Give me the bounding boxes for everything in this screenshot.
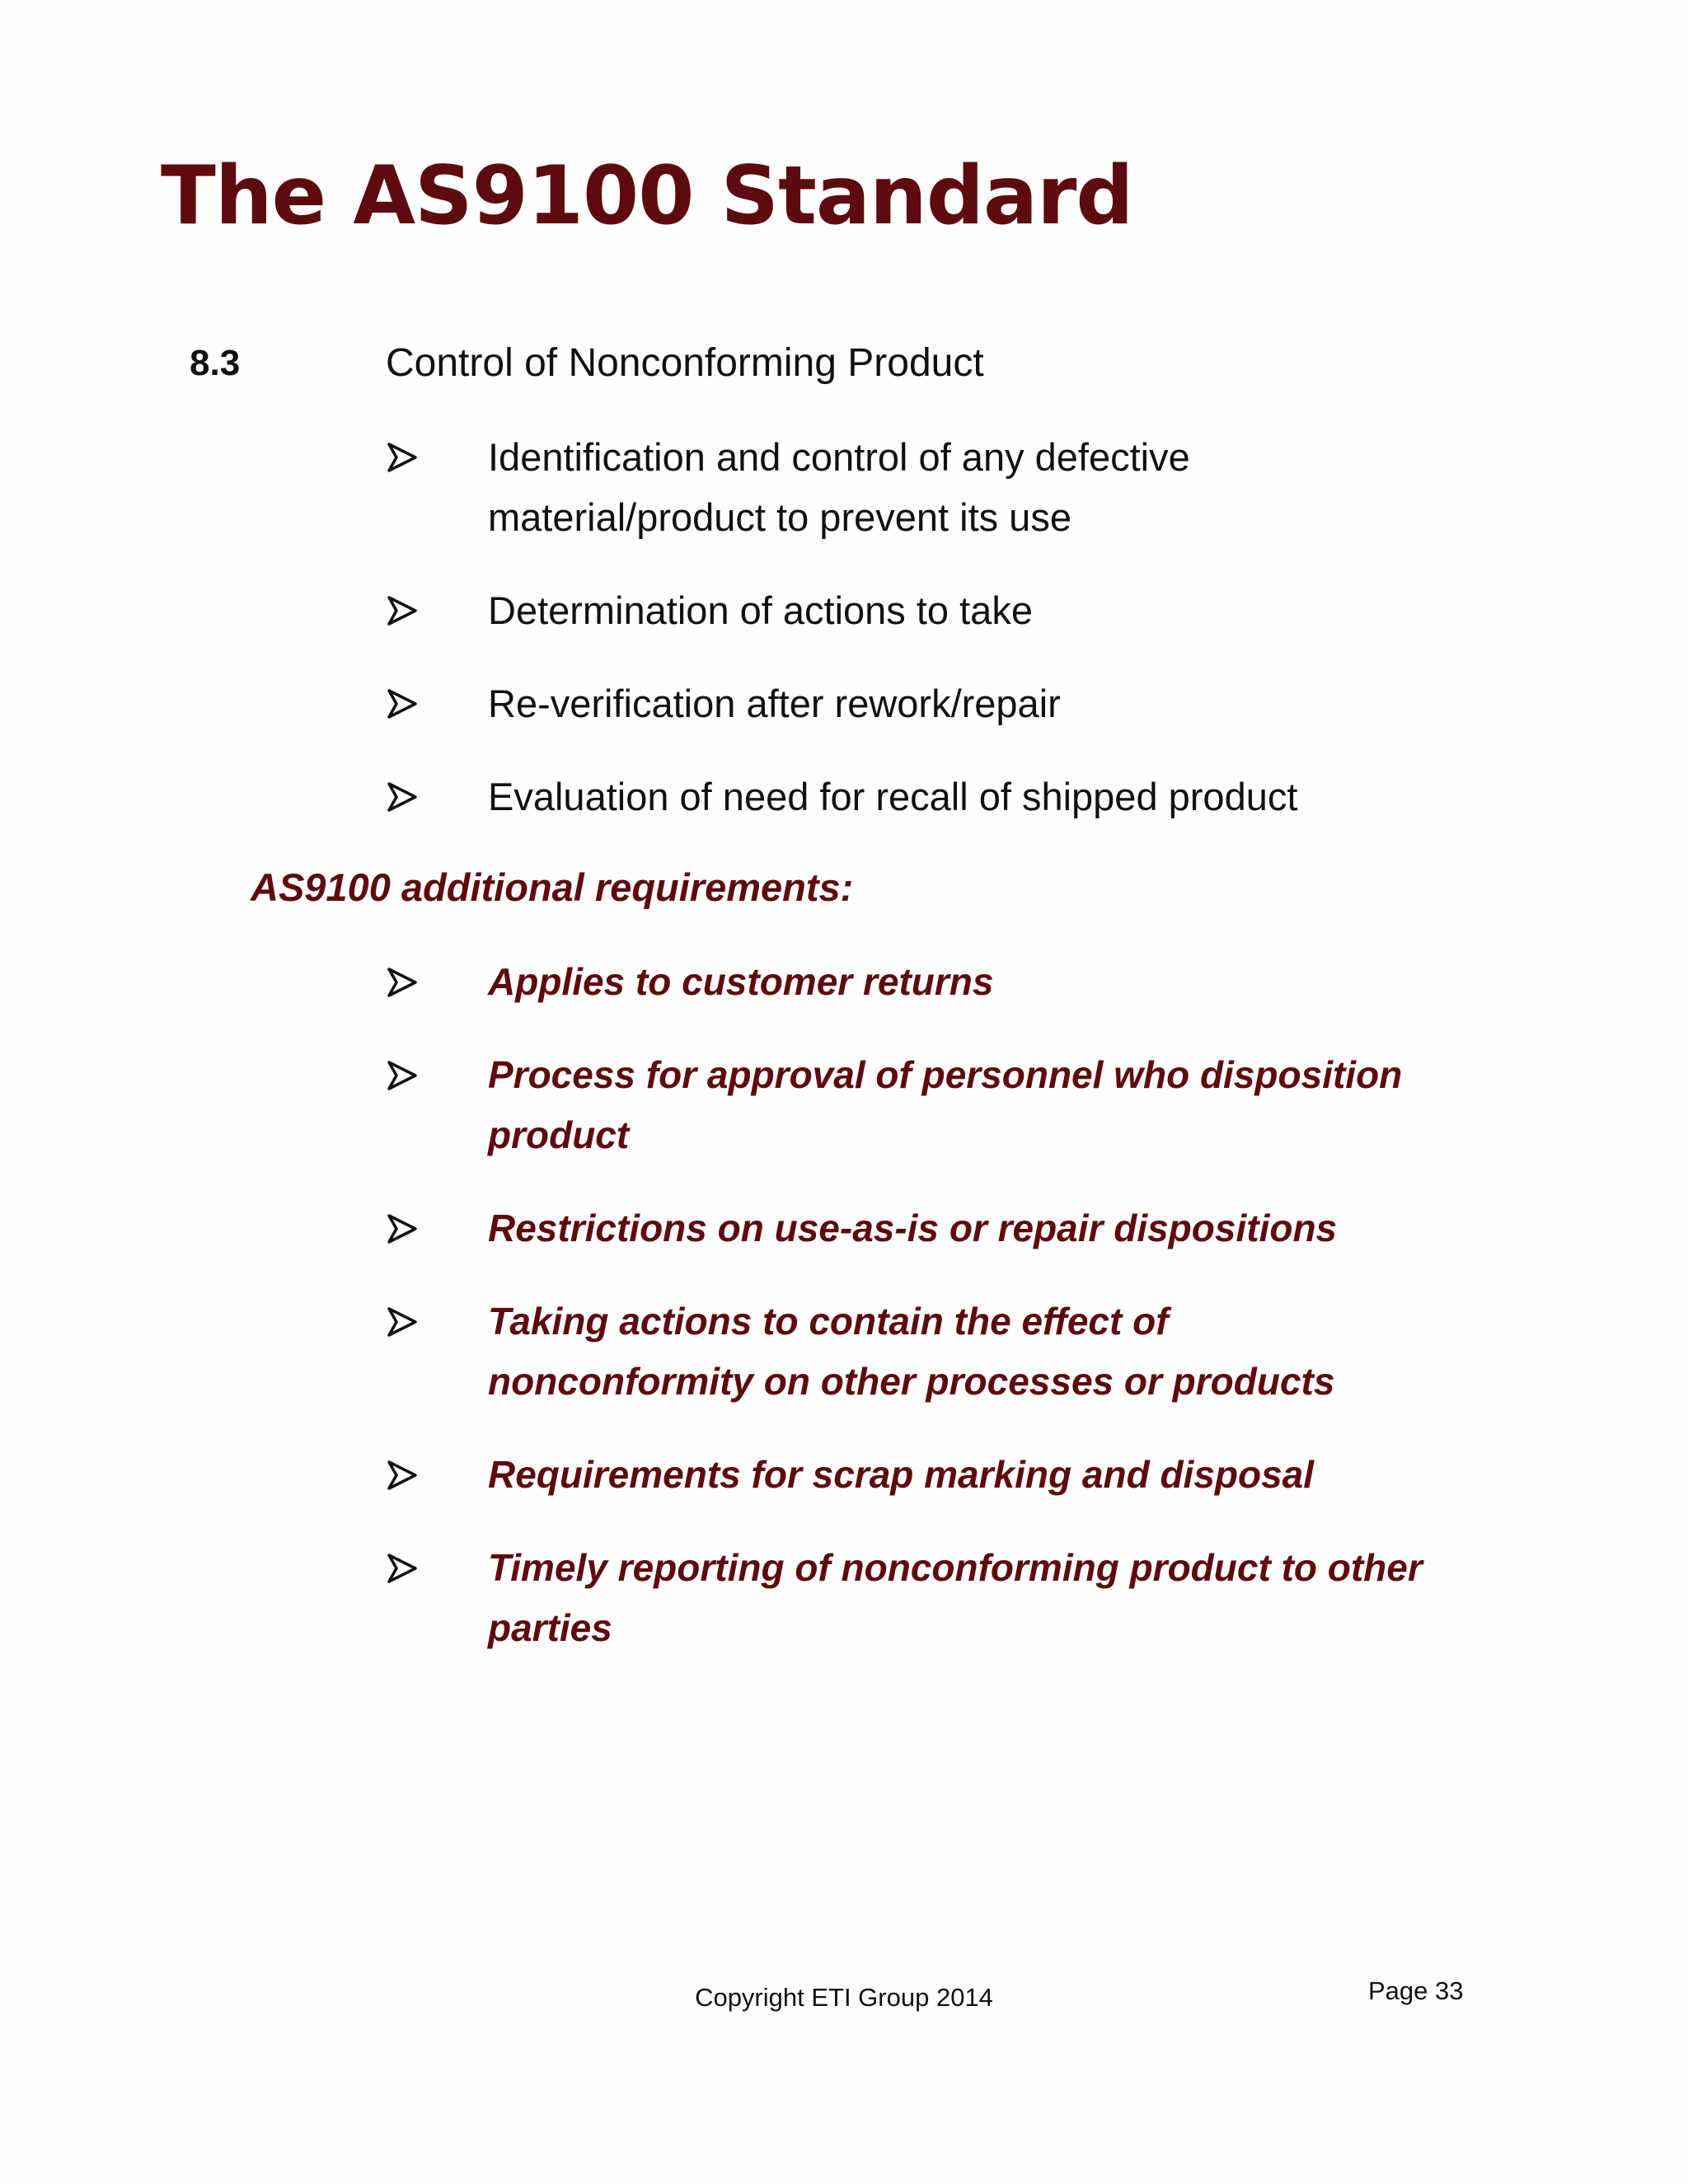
list-item xyxy=(386,1045,1424,1165)
list-item xyxy=(386,1198,1424,1258)
list-item-text: Taking actions to contain the effect of nonconformity on other processes or products xyxy=(488,1300,1335,1403)
footer-copyright: Copyright ETI Group 2014 xyxy=(695,1983,993,2012)
list-item-text: Applies to customer returns xyxy=(488,960,994,1003)
standard-requirements-list xyxy=(386,427,1424,860)
list-item xyxy=(386,1291,1424,1412)
arrowhead-bullet-icon xyxy=(386,1305,419,1338)
list-item-text: Timely reporting of nonconforming product to other parties xyxy=(488,1546,1423,1649)
list-item-text: Re-verification after rework/repair xyxy=(488,682,1061,725)
section-number: 8.3 xyxy=(190,343,241,383)
list-item-text: Identification and control of any defective material/product to prevent its use xyxy=(488,435,1190,539)
list-item xyxy=(386,766,1424,827)
page-title: The AS9100 Standard xyxy=(161,149,1133,243)
arrowhead-bullet-icon xyxy=(386,1212,419,1245)
arrowhead-bullet-icon xyxy=(386,441,419,474)
list-item-text: Restrictions on use-as-is or repair dispositions xyxy=(488,1207,1338,1249)
list-item xyxy=(386,673,1424,733)
list-item xyxy=(386,580,1424,640)
additional-requirements-heading: AS9100 additional requirements: xyxy=(251,865,854,909)
arrowhead-bullet-icon xyxy=(386,594,419,627)
list-item-text: Determination of actions to take xyxy=(488,588,1033,632)
arrowhead-bullet-icon xyxy=(386,966,419,999)
list-item xyxy=(386,1445,1424,1505)
list-item-text: Requirements for scrap marking and disposal xyxy=(488,1453,1315,1496)
list-item-text: Process for approval of personnel who disposition product xyxy=(488,1053,1403,1156)
arrowhead-bullet-icon xyxy=(386,687,419,720)
list-item xyxy=(386,1538,1424,1658)
list-item xyxy=(386,952,1424,1012)
list-item-text: Evaluation of need for recall of shipped product xyxy=(488,775,1298,818)
additional-requirements-list xyxy=(386,952,1424,1691)
section-heading: Control of Nonconforming Product xyxy=(386,341,984,385)
list-item xyxy=(386,427,1424,547)
arrowhead-bullet-icon xyxy=(386,1059,419,1092)
footer-page-number: Page 33 xyxy=(1368,1976,1464,2005)
arrowhead-bullet-icon xyxy=(386,1459,419,1492)
arrowhead-bullet-icon xyxy=(386,1552,419,1585)
arrowhead-bullet-icon xyxy=(386,780,419,813)
